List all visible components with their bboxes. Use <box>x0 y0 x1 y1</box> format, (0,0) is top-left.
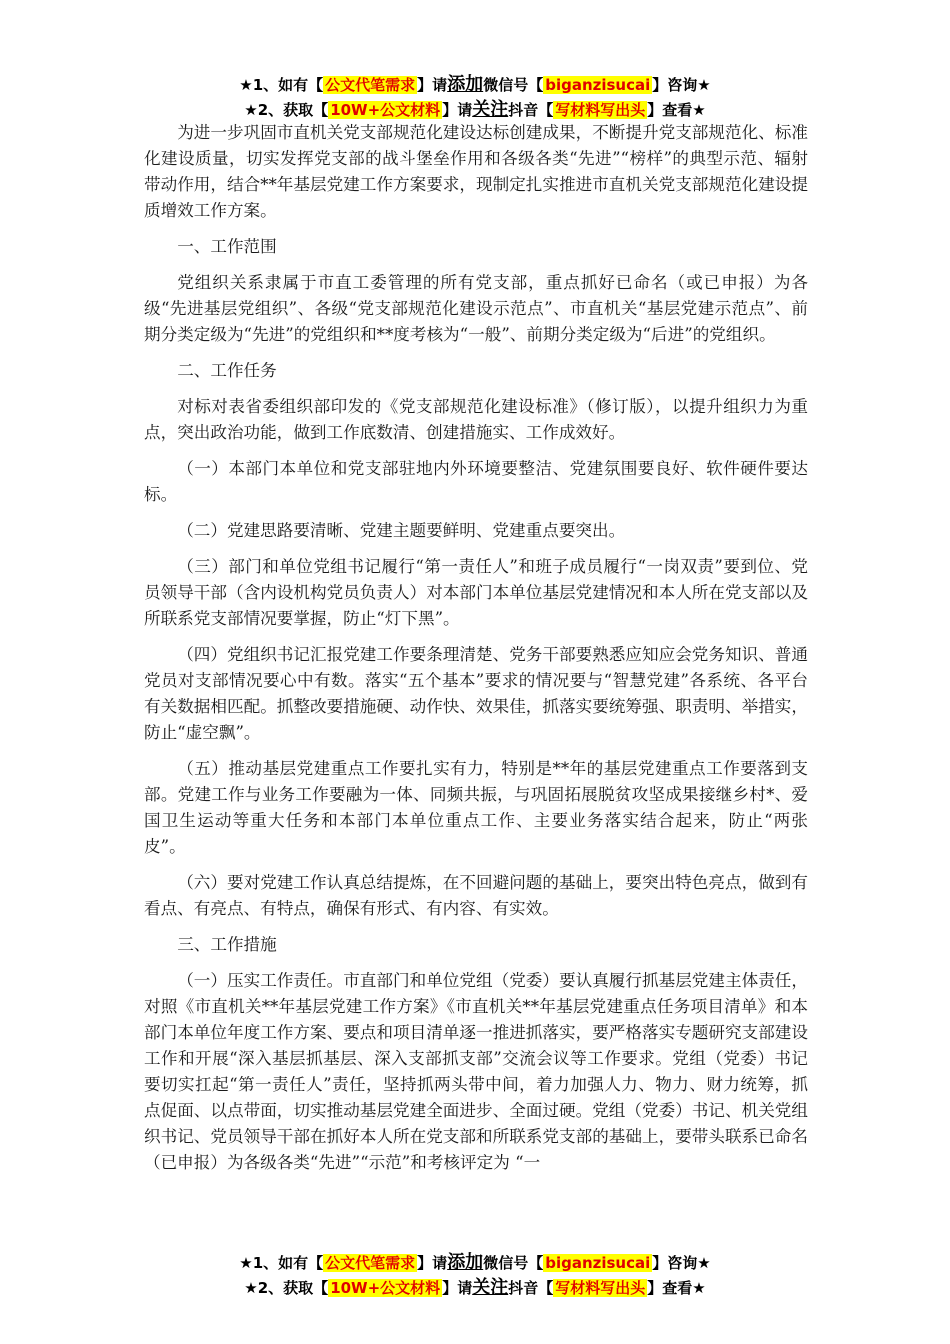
promo-banner-top-line1 <box>0 70 950 96</box>
banner-text: 】请 <box>442 1279 473 1297</box>
banner-text: 】查看★ <box>647 101 706 119</box>
section-heading-tasks: 二、工作任务 <box>177 361 277 380</box>
banner-highlight: biganzisucai <box>545 1254 651 1272</box>
banner-text: 微信号【 <box>483 76 544 94</box>
banner-text: ★2、获取【 <box>244 101 329 119</box>
promo-banner-top-line2 <box>0 95 950 121</box>
banner-highlight: 写材料写出头 <box>555 101 646 119</box>
section-heading-measures: 三、工作措施 <box>177 935 277 954</box>
intro-paragraph: 为进一步巩固市直机关党支部规范化建设达标创建成果，不断提升党支部规范化、标准化建设质量，切实发挥党支部的战斗堡垒作用和各级各类“先进”“榜样”的典型示范、辐射带动作用，结合**年基层党建工作方案要求，现制定扎实推进市直机关党支部规范化建设提质增效工作方案。 <box>144 123 808 220</box>
document-body <box>144 120 808 1186</box>
section-heading-scope: 一、工作范围 <box>177 237 277 256</box>
banner-text: 】咨询★ <box>652 1254 711 1272</box>
banner-emphasis: 关注 <box>472 99 509 120</box>
banner-text: 】请 <box>417 76 448 94</box>
banner-emphasis: 添加 <box>447 1252 484 1273</box>
tasks-intro-paragraph: 对标对表省委组织部印发的《党支部规范化建设标准》（修订版），以提升组织力为重点，突出政治功能，做到工作底数清、创建措施实、工作成效好。 <box>144 397 808 442</box>
promo-banner-bottom-line1 <box>0 1248 950 1274</box>
banner-highlight: 10W+公文材料 <box>330 101 441 119</box>
banner-text: 】查看★ <box>647 1279 706 1297</box>
task-item: （四）党组织书记汇报党建工作要条理清楚、党务干部要熟悉应知应会党务知识、普通党员对支部情况要心中有数。落实“五个基本”要求的情况要与“智慧党建”各系统、各平台有关数据相匹配。抓整改要措施硬、动作快、效果佳，抓落实要统筹强、职责明、举措实，防止“虚空飘”。 <box>144 645 808 742</box>
banner-text: 抖音【 <box>508 101 554 119</box>
banner-emphasis: 关注 <box>472 1277 509 1298</box>
task-item: （一）本部门本单位和党支部驻地内外环境要整洁、党建氛围要良好、软件硬件要达标。 <box>144 459 808 504</box>
banner-text: 抖音【 <box>508 1279 554 1297</box>
banner-text: 】请 <box>417 1254 448 1272</box>
banner-emphasis: 添加 <box>447 74 484 95</box>
banner-highlight: 10W+公文材料 <box>330 1279 441 1297</box>
banner-text: ★1、如有【 <box>239 1254 324 1272</box>
task-item: （三）部门和单位党组书记履行“第一责任人”和班子成员履行“一岗双责”要到位、党员领导干部（含内设机构党员负责人）对本部门本单位基层党建情况和本人所在党支部以及所联系党支部情况要掌握，防止“灯下黑”。 <box>144 557 808 628</box>
banner-highlight: 写材料写出头 <box>555 1279 646 1297</box>
banner-text: 】请 <box>442 101 473 119</box>
measure-item: （一）压实工作责任。市直部门和单位党组（党委）要认真履行抓基层党建主体责任，对照《市直机关**年基层党建工作方案》《市直机关**年基层党建重点任务项目清单》和本部门本单位年度工作方案、要点和项目清单逐一推进抓落实，要严格落实专题研究支部建设工作和开展“深入基层抓基层、深入支部抓支部”交流会议等工作要求。党组（党委）书记要切实扛起“第一责任人”责任，坚持抓两头带中间，着力加强人力、物力、财力统筹，抓点促面、以点带面，切实推动基层党建全面进步、全面过硬。党组（党委）书记、机关党组织书记、党员领导干部在抓好本人所在党支部和所联系党支部的基础上，要带头联系已命名（已申报）为各级各类“先进”“示范”和考核评定为 “一 <box>144 971 808 1172</box>
scope-paragraph: 党组织关系隶属于市直工委管理的所有党支部，重点抓好已命名（或已申报）为各级“先进基层党组织”、各级“党支部规范化建设示范点”、市直机关“基层党建示范点”、前期分类定级为“先进”的党组织和**度考核为“一般”、前期分类定级为“后进”的党组织。 <box>144 273 808 344</box>
task-item: （五）推动基层党建重点工作要扎实有力，特别是**年的基层党建重点工作要落到支部。党建工作与业务工作要融为一体、同频共振，与巩固拓展脱贫攻坚成果接继乡村*、爱国卫生运动等重大任务和本部门本单位重点工作、主要业务落实结合起来，防止“两张皮”。 <box>144 759 808 856</box>
task-item: （二）党建思路要清晰、党建主题要鲜明、党建重点要突出。 <box>177 521 626 540</box>
banner-highlight: 公文代笔需求 <box>325 1254 416 1272</box>
banner-text: ★1、如有【 <box>239 76 324 94</box>
banner-highlight: 公文代笔需求 <box>325 76 416 94</box>
task-item: （六）要对党建工作认真总结提炼，在不回避问题的基础上，要突出特色亮点，做到有看点、有亮点、有特点，确保有形式、有内容、有实效。 <box>144 873 808 918</box>
banner-text: 微信号【 <box>483 1254 544 1272</box>
banner-highlight: biganzisucai <box>545 76 651 94</box>
banner-text: ★2、获取【 <box>244 1279 329 1297</box>
banner-text: 】咨询★ <box>652 76 711 94</box>
promo-banner-bottom-line2 <box>0 1273 950 1299</box>
